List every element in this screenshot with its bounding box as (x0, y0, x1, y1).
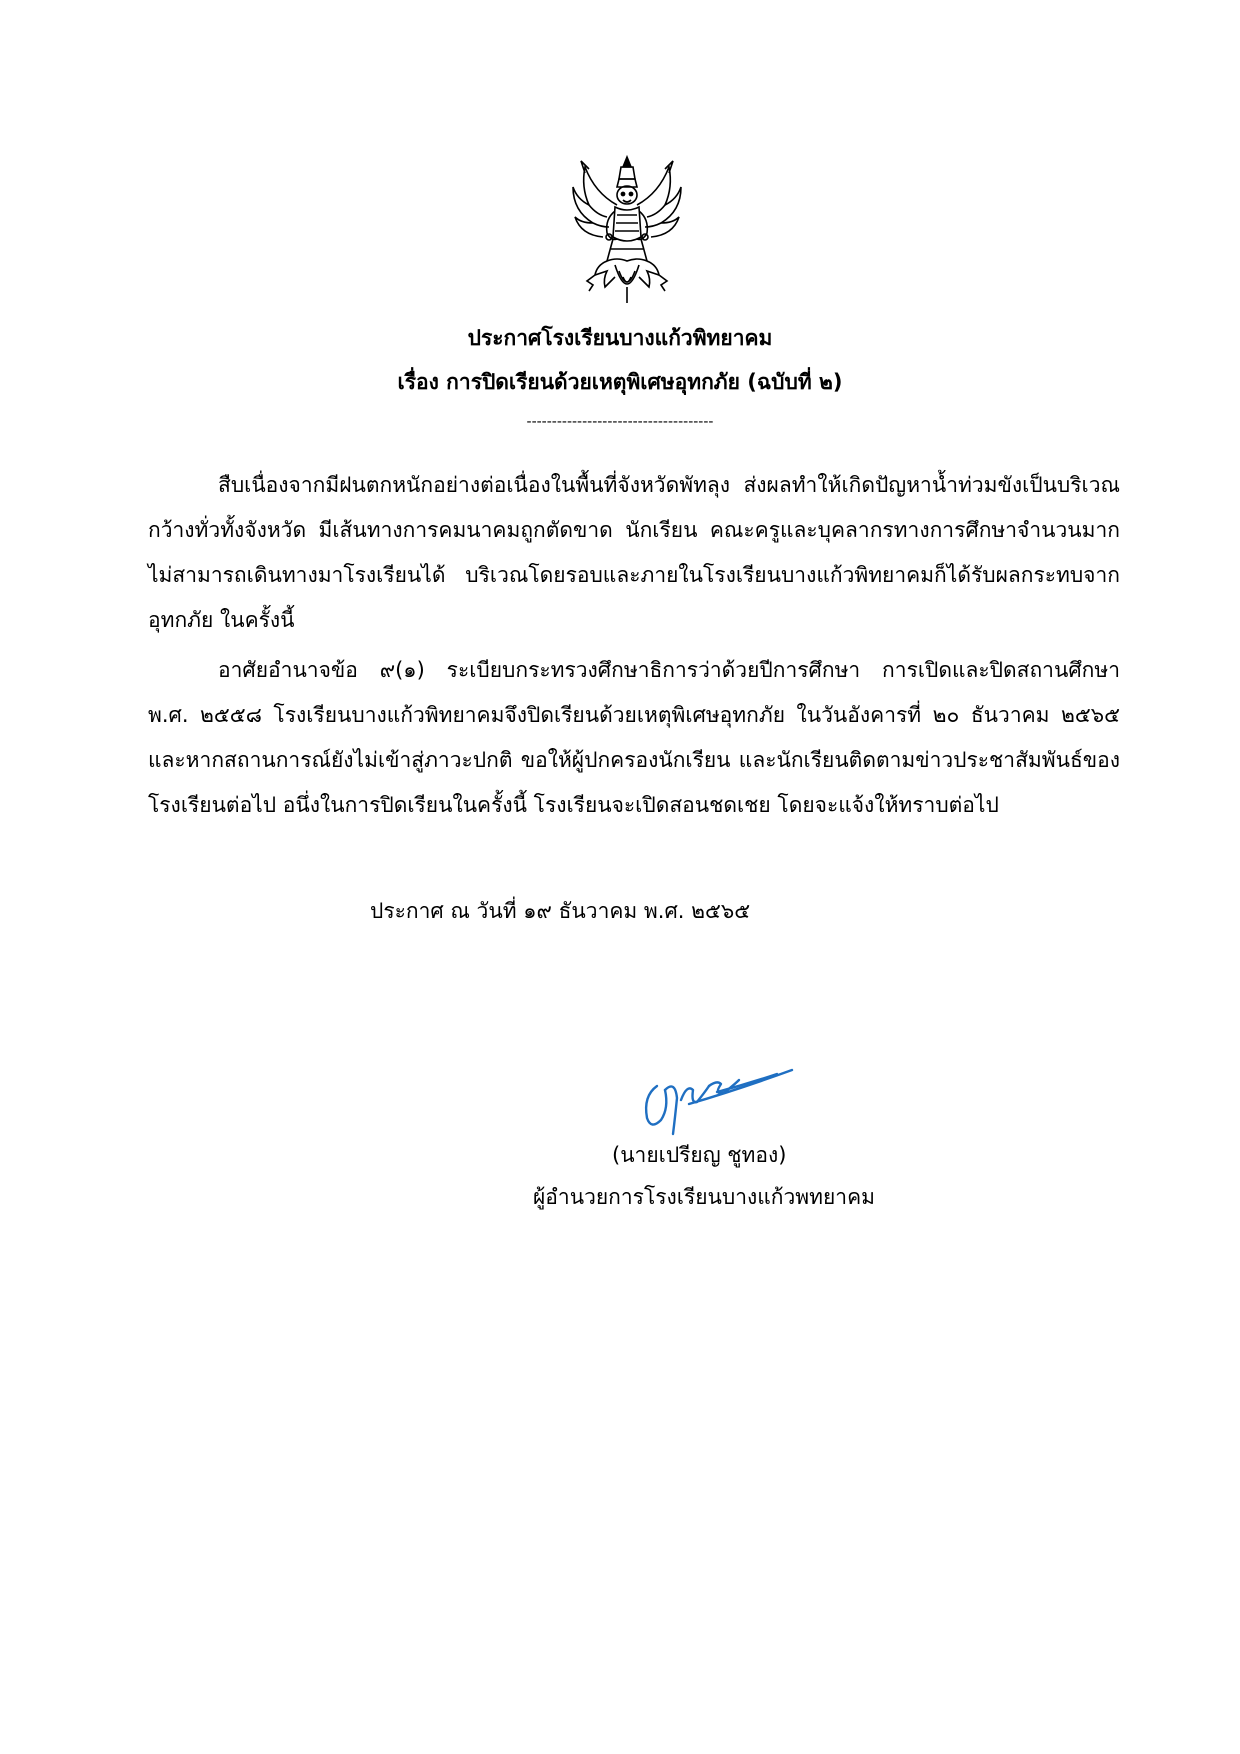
body-paragraph-1: สืบเนื่องจากมีฝนตกหนักอย่างต่อเนื่องในพื้นที่จังหวัดพัทลุง ส่งผลทำให้เกิดปัญหาน้ำท่วมขังเป็นบริเวณกว้างทั่วทั้งจังหวัด มีเส้นทางการคมนาคมถูกตัดขาด นักเรียน คณะครูและบุคลากรทางการศึกษาจำนวนมากไม่สามารถเดินทางมาโรงเรียนได้ บริเวณโดยรอบและภายในโรงเรียนบางแก้วพิทยาคมก็ได้รับผลกระทบจากอุทกภัย ในครั้งนี้ (148, 473, 1120, 632)
title-divider: ------------------------------------- (526, 414, 714, 430)
announcement-title: ประกาศโรงเรียนบางแก้วพิทยาคม (467, 326, 773, 350)
body-paragraph-2: อาศัยอำนาจข้อ ๙(๑) ระเบียบกระทรวงศึกษาธิการว่าด้วยปีการศึกษา การเปิดและปิดสถานศึกษา พ.ศ. ๒๕๕๘ โรงเรียนบางแก้วพิทยาคมจึงปิดเรียนด้วยเหตุพิเศษอุทกภัย ในวันอังคารที่ ๒๐ ธันวาคม ๒๕๖๕ และหากสถานการณ์ยังไม่เข้าสู่ภาวะปกติ ขอให้ผู้ปกครองนักเรียน และนักเรียนติดตามข่าวประชาสัมพันธ์ของโรงเรียนต่อไป อนึ่งในการปิดเรียนในครั้งนี้ โรงเรียนจะเปิดสอนชดเชย โดยจะแจ้งให้ทราบต่อไป (148, 658, 1120, 817)
announcement-date: ประกาศ ณ วันที่ ๑๙ ธันวาคม พ.ศ. ๒๕๖๕ (370, 899, 751, 923)
signer-name: (นายเปรียญ ชูทอง) (612, 1143, 787, 1167)
announcement-subject: เรื่อง การปิดเรียนด้วยเหตุพิเศษอุทกภัย (ฉบับที่ ๒) (397, 370, 843, 394)
signer-position: ผู้อำนวยการโรงเรียนบางแก้วพทยาคม (533, 1185, 875, 1209)
garuda-emblem-icon (567, 153, 687, 313)
handwritten-signature (617, 1040, 802, 1140)
